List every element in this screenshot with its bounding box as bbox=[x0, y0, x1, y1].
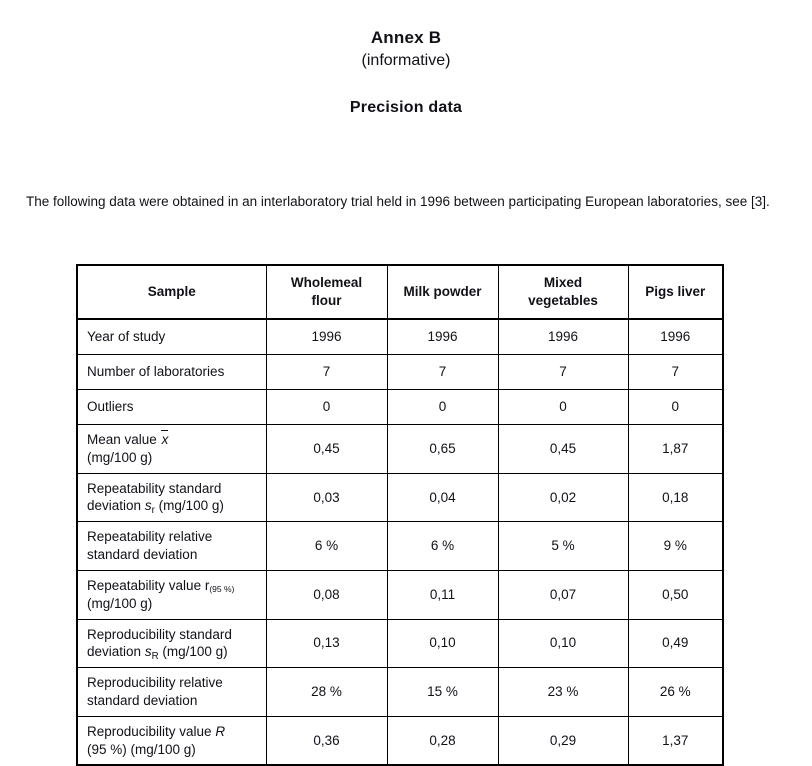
table-head bbox=[77, 265, 723, 319]
rep-val-symbol: r bbox=[204, 577, 210, 593]
cell-value: 7 bbox=[387, 355, 498, 390]
row-label-repro-val-line2: (95 %) (mg/100 g) bbox=[87, 741, 196, 757]
cell-value: 0,07 bbox=[498, 570, 628, 619]
cell-value: 0,28 bbox=[387, 716, 498, 765]
column-header-mixed-vegetables-line2: vegetables bbox=[528, 293, 598, 308]
row-label-repeatability-standard-deviation bbox=[77, 473, 266, 522]
cell-value: 0,36 bbox=[266, 716, 387, 765]
mean-value-symbol: x bbox=[161, 432, 169, 447]
column-header-sample-label: Sample bbox=[147, 284, 196, 300]
row-label-rep-rsd-line1: Repeatability relative bbox=[87, 529, 213, 545]
row-label-repro-sd-line2-prefix: deviation bbox=[87, 644, 142, 660]
cell-value: 23 % bbox=[498, 668, 628, 717]
cell-value: 6 % bbox=[266, 522, 387, 571]
cell-value: 1,87 bbox=[628, 425, 723, 474]
column-header-pigs-liver bbox=[628, 265, 723, 319]
row-label-repeatability-relative-sd bbox=[77, 522, 266, 571]
rep-val-subscript: (95 %) bbox=[209, 584, 235, 595]
annex-subtitle: (informative) bbox=[361, 52, 451, 69]
cell-value: 28 % bbox=[266, 668, 387, 717]
column-header-milk-powder-label: Milk powder bbox=[403, 284, 482, 300]
cell-value: 6 % bbox=[387, 522, 498, 571]
intro-paragraph: The following data were obtained in an interlaboratory trial held in 1996 between participating European laboratories, see [3]. bbox=[26, 193, 770, 209]
table-row bbox=[77, 390, 723, 425]
row-label-repro-rsd-line1: Reproducibility relative bbox=[87, 675, 223, 691]
table-row bbox=[77, 570, 723, 619]
column-header-mixed-vegetables-line1: Mixed bbox=[543, 275, 583, 291]
row-label-reproducibility-value bbox=[77, 716, 266, 765]
table-body bbox=[77, 319, 723, 765]
cell-value: 7 bbox=[628, 355, 723, 390]
cell-value: 1996 bbox=[387, 319, 498, 355]
cell-value: 0,18 bbox=[628, 473, 723, 522]
row-label-rep-rsd-line2: standard deviation bbox=[87, 547, 198, 563]
column-header-sample bbox=[77, 265, 266, 319]
column-header-pigs-liver-label: Pigs liver bbox=[645, 284, 706, 300]
row-label-repro-rsd-line2: standard deviation bbox=[87, 692, 198, 708]
cell-value: 7 bbox=[266, 355, 387, 390]
annex-title: Annex B bbox=[370, 28, 442, 47]
cell-value: 0,50 bbox=[628, 570, 723, 619]
cell-value: 9 % bbox=[628, 522, 723, 571]
column-header-mixed-vegetables bbox=[498, 265, 628, 319]
table-row bbox=[77, 319, 723, 355]
cell-value: 0,49 bbox=[628, 619, 723, 668]
precision-data-table-wrapper bbox=[76, 264, 722, 766]
table-row bbox=[77, 716, 723, 765]
table-row bbox=[77, 473, 723, 522]
cell-value: 0,45 bbox=[498, 425, 628, 474]
cell-value: 0,29 bbox=[498, 716, 628, 765]
repro-val-symbol: R bbox=[215, 723, 226, 739]
precision-data-table bbox=[76, 264, 724, 766]
row-label-number-of-laboratories-text: Number of laboratories bbox=[87, 364, 225, 380]
cell-value: 0,03 bbox=[266, 473, 387, 522]
row-label-number-of-laboratories bbox=[77, 355, 266, 390]
row-label-year-of-study bbox=[77, 319, 266, 355]
cell-value: 1996 bbox=[498, 319, 628, 355]
cell-value: 5 % bbox=[498, 522, 628, 571]
cell-value: 0 bbox=[628, 390, 723, 425]
repro-sd-symbol: s bbox=[144, 644, 152, 660]
row-label-rep-val-prefix: Repeatability value bbox=[87, 577, 202, 593]
row-label-mean-value bbox=[77, 425, 266, 474]
table-row bbox=[77, 668, 723, 717]
row-label-reproducibility-relative-sd bbox=[77, 668, 266, 717]
table-row bbox=[77, 425, 723, 474]
cell-value: 0,13 bbox=[266, 619, 387, 668]
row-label-reproducibility-standard-deviation bbox=[77, 619, 266, 668]
cell-value: 0 bbox=[387, 390, 498, 425]
row-label-outliers-text: Outliers bbox=[87, 399, 134, 415]
row-label-year-of-study-text: Year of study bbox=[87, 329, 166, 345]
cell-value: 1996 bbox=[266, 319, 387, 355]
cell-value: 0,10 bbox=[387, 619, 498, 668]
row-label-mean-value-prefix: Mean value bbox=[87, 432, 157, 447]
section-title: Precision data bbox=[349, 99, 463, 116]
cell-value: 0 bbox=[266, 390, 387, 425]
row-label-repro-sd-line1: Reproducibility standard bbox=[87, 626, 232, 642]
row-label-repro-val-prefix: Reproducibility value bbox=[87, 723, 212, 739]
row-label-outliers bbox=[77, 390, 266, 425]
rep-sd-subscript: r bbox=[151, 505, 155, 517]
cell-value: 0,04 bbox=[387, 473, 498, 522]
cell-value: 26 % bbox=[628, 668, 723, 717]
column-header-wholemeal-flour bbox=[266, 265, 387, 319]
cell-value: 0,11 bbox=[387, 570, 498, 619]
row-label-repro-sd-units: (mg/100 g) bbox=[162, 644, 228, 660]
cell-value: 0,65 bbox=[387, 425, 498, 474]
rep-sd-symbol: s bbox=[144, 498, 152, 514]
row-label-rep-sd-units: (mg/100 g) bbox=[158, 498, 224, 514]
table-row bbox=[77, 522, 723, 571]
row-label-mean-value-units: (mg/100 g) bbox=[87, 449, 153, 465]
column-header-wholemeal-flour-line1: Wholemeal bbox=[290, 275, 363, 291]
column-header-wholemeal-flour-line2: flour bbox=[311, 293, 342, 308]
cell-value: 0,10 bbox=[498, 619, 628, 668]
cell-value: 15 % bbox=[387, 668, 498, 717]
cell-value: 7 bbox=[498, 355, 628, 390]
table-row bbox=[77, 619, 723, 668]
cell-value: 0 bbox=[498, 390, 628, 425]
cell-value: 0,08 bbox=[266, 570, 387, 619]
cell-value: 1,37 bbox=[628, 716, 723, 765]
row-label-rep-val-units: (mg/100 g) bbox=[87, 595, 153, 611]
row-label-rep-sd-line2-prefix: deviation bbox=[87, 498, 142, 514]
cell-value: 0,02 bbox=[498, 473, 628, 522]
row-label-rep-sd-line1: Repeatability standard bbox=[87, 480, 222, 496]
cell-value: 0,45 bbox=[266, 425, 387, 474]
row-label-repeatability-value bbox=[77, 570, 266, 619]
table-row bbox=[77, 355, 723, 390]
cell-value: 1996 bbox=[628, 319, 723, 355]
table-header-row bbox=[77, 265, 723, 319]
column-header-milk-powder bbox=[387, 265, 498, 319]
repro-sd-subscript: R bbox=[151, 651, 159, 663]
